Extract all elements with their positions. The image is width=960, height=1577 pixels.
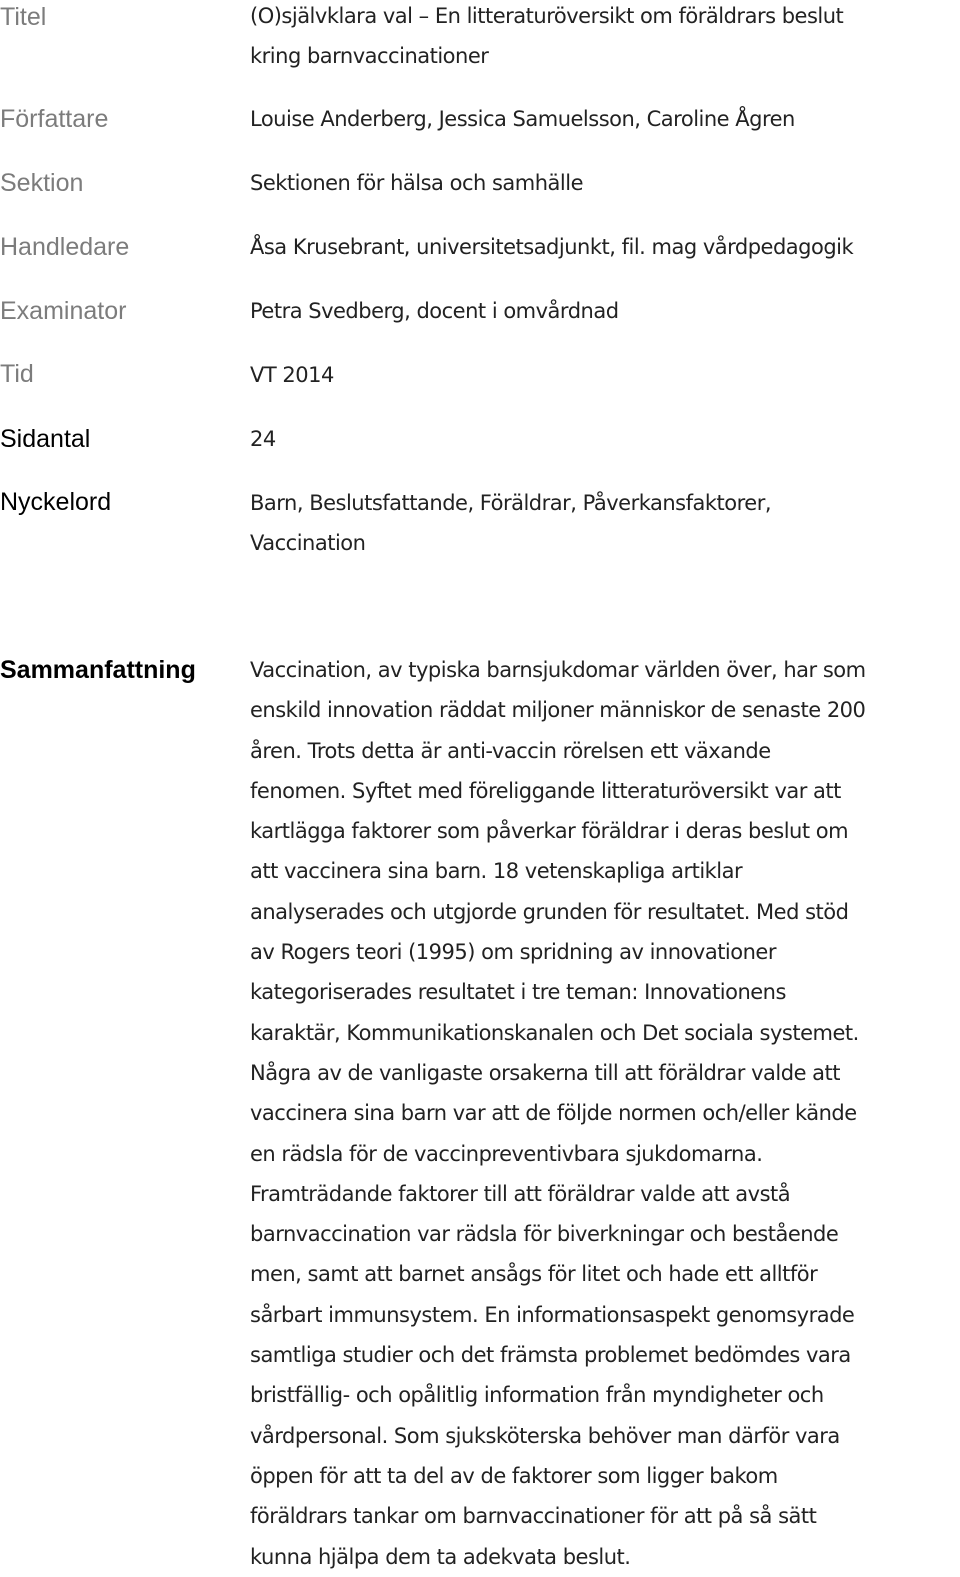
value-sektion: Sektionen för hälsa och samhälle bbox=[250, 171, 584, 195]
abstract-line: vårdpersonal. Som sjuksköterska behöver man därför vara bbox=[250, 1423, 840, 1448]
label-sidantal: Sidantal bbox=[0, 425, 91, 453]
value-handledare: Åsa Krusebrant, universitetsadjunkt, fil. mag vårdpedagogik bbox=[250, 235, 854, 259]
abstract-line: samtliga studier och det främsta problemet bedömdes vara bbox=[250, 1343, 851, 1368]
abstract-line: kategoriserades resultatet i tre teman: Innovationens bbox=[250, 980, 786, 1005]
abstract-line: av Rogers teori (1995) om spridning av innovationer bbox=[250, 940, 776, 965]
abstract-line: vaccinera sina barn var att de följde normen och/eller kände bbox=[250, 1101, 857, 1126]
value-tid: VT 2014 bbox=[250, 363, 334, 387]
label-tid: Tid bbox=[0, 360, 34, 388]
abstract-text bbox=[250, 650, 960, 1577]
abstract-line: åren. Trots detta är anti-vaccin rörelsen ett växande bbox=[250, 738, 771, 763]
abstract-line: karaktär, Kommunikationskanalen och Det sociala systemet. bbox=[250, 1020, 859, 1045]
label-examinator: Examinator bbox=[0, 297, 127, 325]
abstract-line: enskild innovation räddat miljoner människor de senaste 200 bbox=[250, 698, 866, 723]
abstract-line: att vaccinera sina barn. 18 vetenskapliga artiklar bbox=[250, 859, 743, 884]
abstract-line: fenomen. Syftet med föreliggande litteraturöversikt var att bbox=[250, 778, 841, 803]
abstract-line: analyserades och utgjorde grunden för resultatet. Med stöd bbox=[250, 899, 849, 924]
label-sammanfattning: Sammanfattning bbox=[0, 656, 196, 684]
abstract-line: bristfällig- och opålitlig information från myndigheter och bbox=[250, 1383, 824, 1408]
abstract-line: en rädsla för de vaccinpreventivbara sjukdomarna. bbox=[250, 1141, 763, 1166]
value-titel-line-1: (O)självklara val – En litteraturöversikt om föräldrars beslut bbox=[250, 4, 844, 28]
value-nyckelord-line-2: Vaccination bbox=[250, 531, 366, 555]
value-sidantal: 24 bbox=[250, 427, 276, 451]
abstract-line: sårbart immunsystem. En informationsaspekt genomsyrade bbox=[250, 1302, 855, 1327]
label-titel: Titel bbox=[0, 3, 47, 31]
abstract-line: föräldrars tankar om barnvaccinationer för att på så sätt bbox=[250, 1504, 817, 1529]
value-nyckelord-line-1: Barn, Beslutsfattande, Föräldrar, Påverkansfaktorer, bbox=[250, 491, 772, 515]
label-nyckelord: Nyckelord bbox=[0, 488, 112, 516]
value-titel-line-2: kring barnvaccinationer bbox=[250, 44, 489, 68]
value-forfattare: Louise Anderberg, Jessica Samuelsson, Caroline Ågren bbox=[250, 107, 795, 131]
label-handledare: Handledare bbox=[0, 233, 130, 261]
abstract-line: Vaccination, av typiska barnsjukdomar världen över, har som bbox=[250, 658, 866, 682]
abstract-line: Några av de vanligaste orsakerna till att föräldrar valde att bbox=[250, 1060, 841, 1085]
label-forfattare: Författare bbox=[0, 105, 109, 133]
abstract-line: öppen för att ta del av de faktorer som ligger bakom bbox=[250, 1463, 778, 1488]
abstract-line: Framträdande faktorer till att föräldrar valde att avstå bbox=[250, 1181, 791, 1206]
label-sektion: Sektion bbox=[0, 169, 84, 197]
abstract-line: kartlägga faktorer som påverkar föräldrar i deras beslut om bbox=[250, 819, 849, 844]
abstract-line: men, samt att barnet ansågs för litet och hade ett alltför bbox=[250, 1262, 818, 1287]
abstract-line: barnvaccination var rädsla för biverkningar och bestående bbox=[250, 1222, 839, 1247]
value-examinator: Petra Svedberg, docent i omvårdnad bbox=[250, 299, 619, 323]
abstract-line: kunna hjälpa dem ta adekvata beslut. bbox=[250, 1544, 631, 1569]
